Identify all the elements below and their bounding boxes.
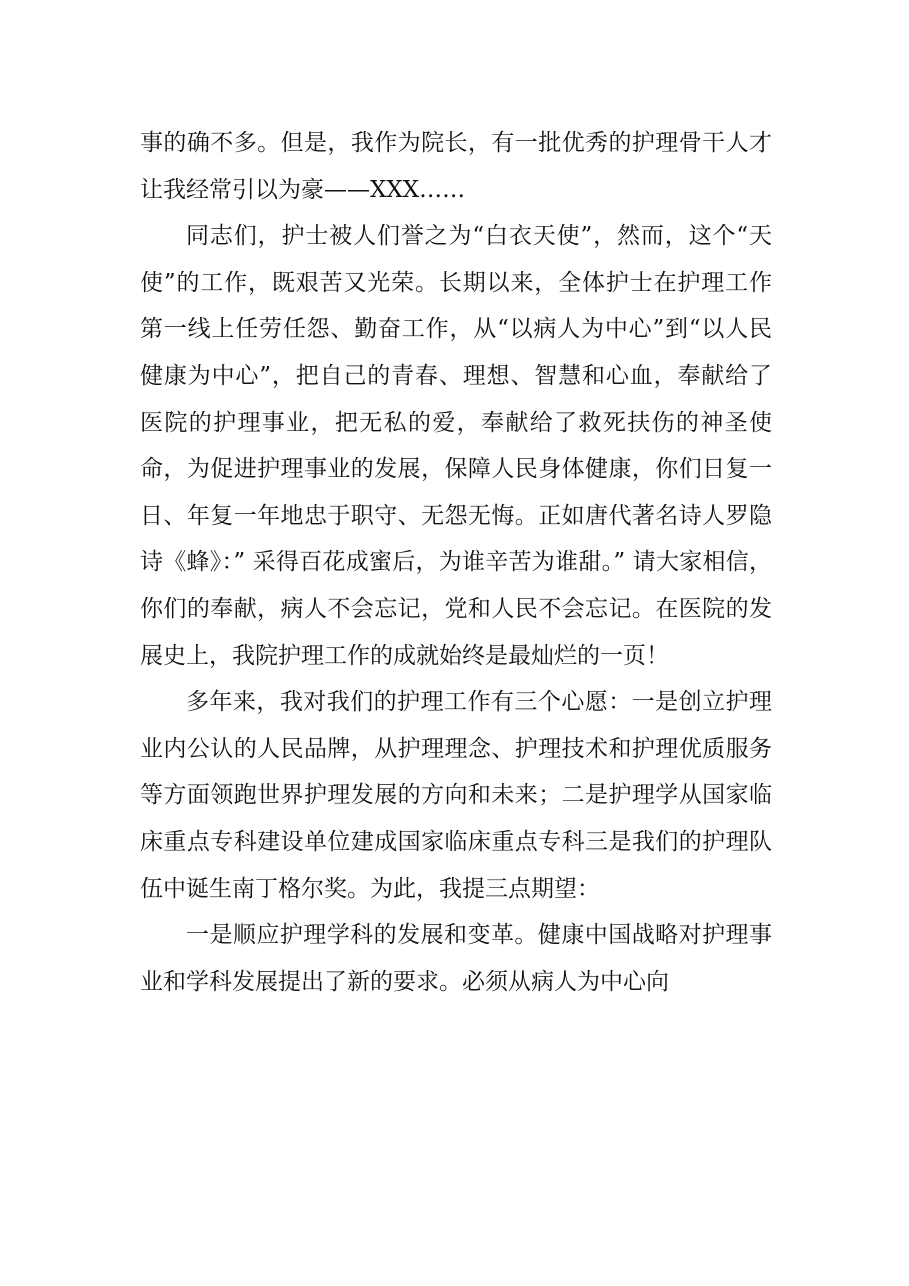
paragraph-continuation: 事的确不多。但是，我作为院长，有一批优秀的护理骨干人才让我经常引以为豪——XXX……: [140, 130, 772, 203]
paragraph-first-expectation: 一是顺应护理学科的发展和变革。健康中国战略对护理事业和学科发展提出了新的要求。必须从病人为中心向: [140, 922, 772, 995]
paragraph-three-wishes: 多年来，我对我们的护理工作有三个心愿：一是创立护理业内公认的人民品牌，从护理理念、护理技术和护理优质服务等方面领跑世界护理发展的方向和未来；二是护理学从国家临床重点专科建设单位建成国家临床重点专科三是我们的护理队伍中诞生南丁格尔奖。为此，我提三点期望：: [140, 689, 772, 902]
paragraph-nurses-angels: 同志们，护士被人们誉之为“白衣天使”，然而，这个“天使”的工作，既艰苦又光荣。长期以来，全体护士在护理工作第一线上任劳任怨、勤奋工作，从“以病人为中心”到“以人民健康为中心”，把自己的青春、理想、智慧和心血，奉献给了医院的护理事业，把无私的爱，奉献给了救死扶伤的神圣使命，为促进护理事业的发展，保障人民身体健康，你们日复一日、年复一年地忠于职守、无怨无悔。正如唐代著名诗人罗隐诗《蜂》：” 采得百花成蜜后，为谁辛苦为谁甜。” 请大家相信，你们的奉献，病人不会忘记，党和人民不会忘记。在医院的发展史上，我院护理工作的成就始终是最灿烂的一页！: [140, 223, 772, 669]
document-page: [140, 120, 772, 1005]
